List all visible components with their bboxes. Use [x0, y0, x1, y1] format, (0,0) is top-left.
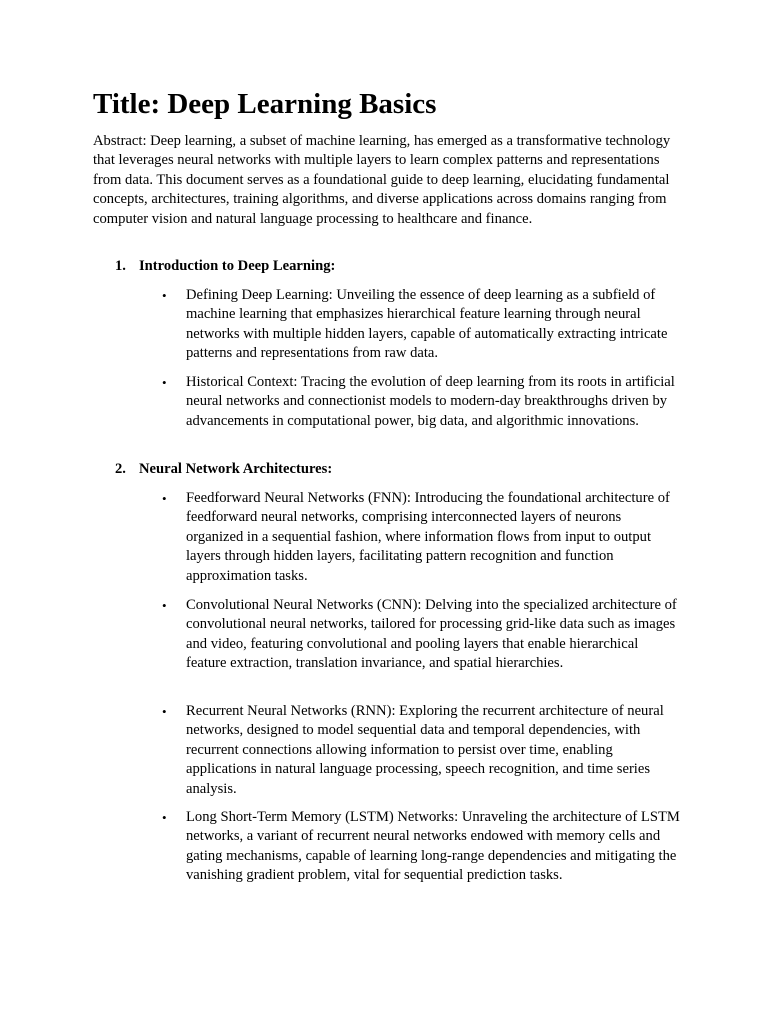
- section-heading: [115, 257, 335, 276]
- list-item: [162, 808, 682, 886]
- bullet-icon: •: [162, 598, 167, 613]
- list-item: [162, 373, 682, 431]
- list-item: [162, 489, 682, 586]
- list-item-text: Feedforward Neural Networks (FNN): Introducing the foundational architecture of feedforward neural networks, comprising interconnected layers of neurons organized in a sequential fashion, where information flows from input to output layers through hidden layers, facilitating pattern recognition and function approximation tasks.: [186, 490, 670, 584]
- list-item-text: Defining Deep Learning: Unveiling the essence of deep learning as a subfield of machine learning that emphasizes hierarchical feature learning through neural networks with multiple hidden layers, capable of automatically extracting intricate patterns and representations from raw data.: [186, 287, 668, 362]
- list-item: [162, 286, 682, 364]
- abstract-paragraph: Abstract: Deep learning, a subset of machine learning, has emerged as a transformative technology that leverages neural networks with multiple layers to learn complex patterns and representations from data. This document serves as a foundational guide to deep learning, elucidating fundamental concepts, architectures, training algorithms, and diverse applications across domains ranging from computer vision and natural language processing to healthcare and finance.: [93, 133, 671, 227]
- bullet-icon: •: [162, 704, 167, 719]
- bullet-icon: •: [162, 375, 167, 390]
- page-title: Title: Deep Learning Basics: [93, 88, 437, 120]
- section-number: 1.: [115, 258, 126, 274]
- list-item-text: Historical Context: Tracing the evolution of deep learning from its roots in artificial neural networks and connectionist models to modern-day breakthroughs driven by advancements in computational power, big data, and algorithmic innovations.: [186, 374, 675, 429]
- list-item-text: Convolutional Neural Networks (CNN): Delving into the specialized architecture of convolutional neural networks, tailored for processing grid-like data such as images and video, featuring convolutional and pooling layers that enable hierarchical feature extraction, translation invariance, and spatial hierarchies.: [186, 597, 677, 672]
- list-item: [162, 702, 682, 799]
- bullet-icon: •: [162, 491, 167, 506]
- section-heading: [115, 460, 332, 479]
- list-item-text: Long Short-Term Memory (LSTM) Networks: Unraveling the architecture of LSTM networks, a variant of recurrent neural networks endowed with memory cells and gating mechanisms, capable of learning long-range dependencies and mitigating the vanishing gradient problem, vital for sequential prediction tasks.: [186, 809, 680, 884]
- section-number: 2.: [115, 461, 126, 477]
- section-heading-text: Neural Network Architectures:: [139, 461, 333, 477]
- list-item: [162, 596, 682, 674]
- bullet-icon: •: [162, 810, 167, 825]
- section-heading-text: Introduction to Deep Learning:: [139, 258, 336, 274]
- bullet-icon: •: [162, 288, 167, 303]
- list-item-text: Recurrent Neural Networks (RNN): Exploring the recurrent architecture of neural networks, designed to model sequential data and temporal dependencies, with recurrent connections allowing information to persist over time, enabling applications in natural language processing, speech recognition, and time series analysis.: [186, 703, 664, 797]
